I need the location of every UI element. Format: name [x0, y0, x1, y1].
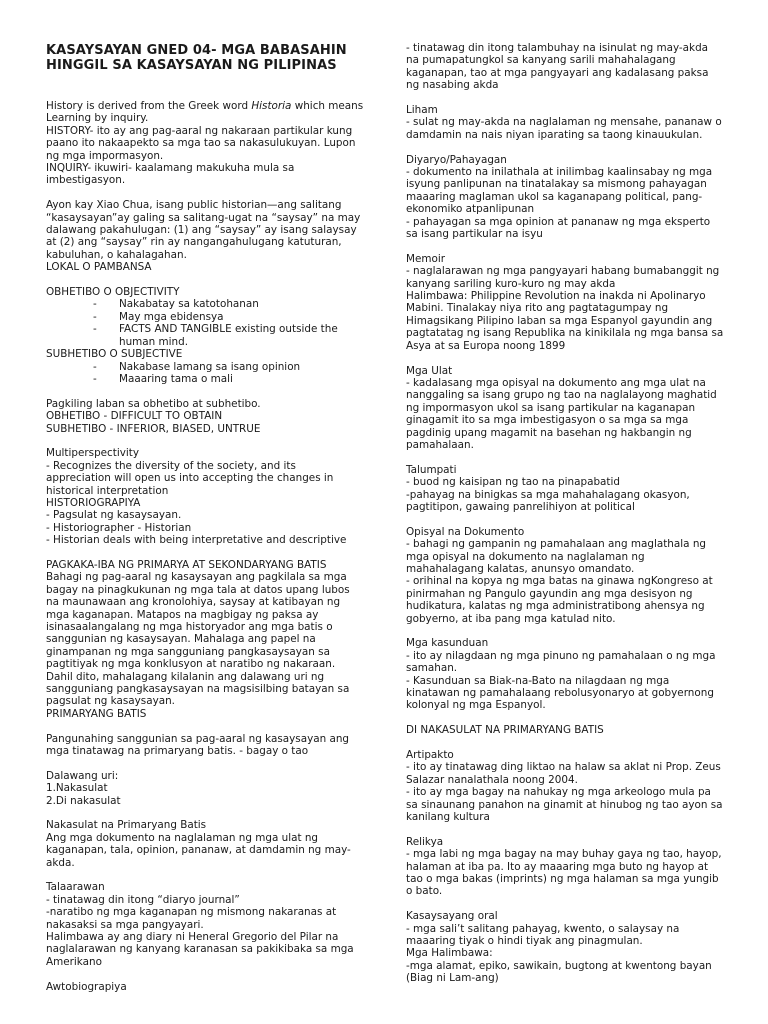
- talumpati-line: - buod ng kaisipan ng tao na pinapabatid: [406, 476, 620, 489]
- ulat-heading: Mga Ulat: [406, 364, 453, 377]
- subhetibo-inferior: SUBHETIBO - INFERIOR, BIASED, UNTRUE: [46, 422, 261, 435]
- liham-body: - sulat ng may-akda na naglalaman ng mensahe, pananaw o damdamin na nais niyan iparating sa taong kinauukulan.: [406, 116, 722, 141]
- oral-heading: Kasaysayang oral: [406, 910, 498, 923]
- ulat-body: - kadalasang mga opisyal na dokumento ang mga ulat na nanggaling sa isang grupo ng tao na naglalayong maghatid ng impormasyon ukol sa isang partikular na kaganapan ginagamit ito sa mga imbestigasyon o sa mga sa mga pagdinig upang magamit na basehan ng hakbangin ng pamahalaan.: [406, 376, 717, 451]
- opisyal-heading: Opisyal na Dokumento: [406, 525, 525, 538]
- pagkakaiba-body: Bahagi ng pag-aaral ng kasaysayan ang pagkilala sa mga bagay na pinagkukunan ng mga tala at datos upang lubos na maunawaan ang kronolohiya, saysay at katibayan ng mga kaganapan. Matapos na magbigay ng paksa ay isinasaalangalang ng mga historyador ang mga batis o sanggunian ng kasaysayan. Mahalaga ang papel na ginampanan ng mga sangguniang pangkasaysayan sa pagtitiyak ng mga konklusyon at naratibo ng nakaraan. Dahil dito, mahalagang kilalanin ang dalawang uri ng sangguniang pangkasaysayan na magsisilbing batayan sa pagsulat ng kasaysayan.: [46, 571, 350, 708]
- artipakto-line: - ito ay mga bagay na nahukay ng mga arkeologo mula pa sa sinaunang panahon na ginamit at hinubog ng tao ayon sa kanilang kultura: [406, 786, 723, 824]
- list-item: - Maaaring tama o mali: [93, 373, 364, 385]
- artipakto-heading: Artipakto: [406, 749, 454, 762]
- list-item: - Nakabase lamang sa isang opinion: [93, 361, 364, 373]
- subhetibo-list: [46, 361, 364, 386]
- historia-word: Historia: [251, 100, 292, 112]
- uri-item: 2.Di nakasulat: [46, 794, 121, 807]
- historiograpiya-item: - Historiographer - Historian: [46, 521, 192, 534]
- inquiry-definition: INQUIRY- ikuwiri- kaalamang makukuha mula sa imbestigasyon.: [46, 162, 295, 187]
- awtobiograpiya-heading: Awtobiograpiya: [46, 980, 127, 993]
- list-item: - May mga ebidensya: [93, 311, 364, 323]
- oral-line: - mga sali’t salitang pahayag, kwento, o salaysay na maaaring tiyak o hindi tiyak ang pinagmulan.: [406, 922, 680, 948]
- dalawang-uri-heading: Dalawang uri:: [46, 769, 119, 782]
- awtobiograpiya-body: - tinatawag din itong talambuhay na isinulat ng may-akda na pumapatungkol sa kanyang sarili mahahalagang kaganapan, tao at mga pangyayari ang kadalasang paksa ng nasabing akda: [406, 42, 709, 92]
- relikya-body: - mga labi ng mga bagay na may buhay gaya ng tao, hayop, halaman at iba pa. Ito ay maaaring mga buto ng hayop at tao o mga bakas (imprints) ng mga halaman sa mga yungib o bato.: [406, 848, 722, 898]
- xiao-chua-paragraph: Ayon kay Xiao Chua, isang public historian—ang salitang “kasaysayan”ay galing sa salitang-ugat na “saysay” na may dalawang pakahulugan: (1) ang “saysay” ay isang salaysay at (2) ang “saysay” rin ay nangangahulugang katuturan, kabuluhan, o kahalagahan.: [46, 199, 361, 261]
- memoir-line: - naglalarawan ng mga pangyayari habang bumabanggit ng kanyang sariling kuro-kuro ng may akda: [406, 265, 720, 290]
- kasunduan-line: - Kasunduan sa Biak-na-Bato na nilagdaan ng mga kinatawan ng pamahalaang rebolusyonaryo at gobyernong kolonyal ng mga Espanyol.: [406, 674, 714, 712]
- oral-line: -mga alamat, epiko, sawikain, bugtong at kwentong bayan (Biag ni Lam-ang): [406, 959, 712, 985]
- history-intro-text: History is derived from the Greek word: [46, 100, 252, 112]
- history-definition: HISTORY- ito ay ang pag-aaral ng nakaraan partikular kung paano ito nakaapekto sa mga tao sa nakasulukuyan. Lupon ng mga impormasyon.: [46, 124, 356, 162]
- left-column: [46, 43, 364, 993]
- kasunduan-line: - ito ay nilagdaan ng mga pinuno ng pamahalaan o ng mga samahan.: [406, 649, 716, 675]
- relikya-heading: Relikya: [406, 835, 444, 848]
- nakasulat-body: Ang mga dokumento na naglalaman ng mga ulat ng kaganapan, tala, opinion, pananaw, at damdamin ng may-akda.: [46, 831, 351, 869]
- kasunduan-heading: Mga kasunduan: [406, 637, 489, 650]
- talumpati-line: -pahayag na binigkas sa mga mahahalagang okasyon, pagtitipon, gawaing panrelihiyon at political: [406, 488, 690, 513]
- obhetibo-difficult: OBHETIBO - DIFFICULT TO OBTAIN: [46, 410, 223, 423]
- memoir-line: Halimbawa: Philippine Revolution na inakda ni Apolinaryo Mabini. Tinalakay niya rito ang pagtatagumpay ng Himagsikang Pilipino laban sa mga Espanyol gayundin ang pagtatatag ng isang Republika na kinikilala ng mga bansa sa Asya at sa Europa noong 1899: [406, 290, 724, 352]
- talumpati-heading: Talumpati: [406, 463, 457, 476]
- nakasulat-heading: Nakasulat na Primaryang Batis: [46, 819, 207, 832]
- diyaryo-line: - dokumento na inilathala at inilimbag kaalinsabay ng mga isyung panlipunan na tinatalakay sa mismong pahayagan maaaring maglaman ukol sa kaganapang political, pang-ekonomiko atpanlipunan: [406, 166, 713, 216]
- document-title: KASAYSAYAN GNED 04- MGA BABASAHIN HINGGIL SA KASAYSAYAN NG PILIPINAS: [46, 43, 347, 73]
- history-intro: [46, 100, 364, 125]
- multiperspectivity-heading: Multiperspectivity: [46, 447, 139, 460]
- obhetibo-list: [46, 298, 364, 348]
- talaarawan-line: Halimbawa ay ang diary ni Heneral Gregorio del Pilar na naglalarawan ng kanyang karanasan sa pakikibaka sa mga Amerikano: [46, 931, 354, 968]
- obhetibo-heading: OBHETIBO O OBJECTIVITY: [46, 286, 180, 299]
- historiograpiya-heading: HISTORIOGRAPIYA: [46, 496, 141, 509]
- uri-item: 1.Nakasulat: [46, 782, 108, 795]
- historiograpiya-item: - Pagsulat ng kasaysayan.: [46, 509, 182, 522]
- diyaryo-heading: Diyaryo/Pahayagan: [406, 153, 507, 166]
- historiograpiya-item: - Historian deals with being interpretative and descriptive: [46, 534, 347, 547]
- opisyal-line: - orihinal na kopya ng mga batas na ginawa ngKongreso at pinirmahan ng Pangulo gayundin ang mga desisyon ng hudikatura, kalatas ng mga administratibong ahensya ng gobyerno, at iba pang mga katulad nito.: [406, 575, 713, 625]
- pangunahing-paragraph: Pangunahing sanggunian sa pag-aaral ng kasaysayan ang mga tinatawag na primaryang batis. - bagay o tao: [46, 732, 350, 758]
- subhetibo-heading: SUBHETIBO O SUBJECTIVE: [46, 348, 183, 361]
- diyaryo-line: - pahayagan sa mga opinion at pananaw ng mga eksperto sa isang partikular na isyu: [406, 215, 711, 241]
- opisyal-line: - bahagi ng gampanin ng pamahalaan ang maglathala ng mga opisyal na dokumento na naglalaman ng mahahalagang kalatas, anunsyo omandato.: [406, 538, 706, 575]
- talaarawan-line: - tinatawag din itong “diaryo journal”: [46, 893, 240, 906]
- talaarawan-line: -naratibo ng mga kaganapan ng mismong nakaranas at nakasaksi sa mga pangyayari.: [46, 906, 337, 931]
- list-item: - FACTS AND TANGIBLE existing outside the human mind.: [93, 323, 364, 348]
- talaarawan-heading: Talaarawan: [46, 881, 105, 894]
- multiperspectivity-body: - Recognizes the diversity of the society, and its appreciation will open us into accepting the changes in historical interpretation: [46, 459, 334, 497]
- lokal-heading: LOKAL O PAMBANSA: [46, 261, 152, 274]
- di-nakasulat-heading: DI NAKASULAT NA PRIMARYANG BATIS: [406, 724, 604, 737]
- pagkiling-line: Pagkiling laban sa obhetibo at subhetibo.: [46, 397, 261, 410]
- liham-heading: Liham: [406, 104, 438, 117]
- history-intro-tail: which means Learning by inquiry.: [46, 100, 364, 125]
- memoir-heading: Memoir: [406, 252, 445, 265]
- right-column: [406, 42, 724, 985]
- primaryang-batis-heading: PRIMARYANG BATIS: [46, 707, 147, 720]
- artipakto-line: - ito ay tinatawag ding liktao na halaw sa aklat ni Prop. Zeus Salazar nanalathala noong 2004.: [406, 761, 721, 786]
- list-item: - Nakabatay sa katotohanan: [93, 298, 364, 310]
- oral-line: Mga Halimbawa:: [406, 947, 493, 960]
- pagkakaiba-heading: PAGKAKA-IBA NG PRIMARYA AT SEKONDARYANG BATIS: [46, 558, 327, 571]
